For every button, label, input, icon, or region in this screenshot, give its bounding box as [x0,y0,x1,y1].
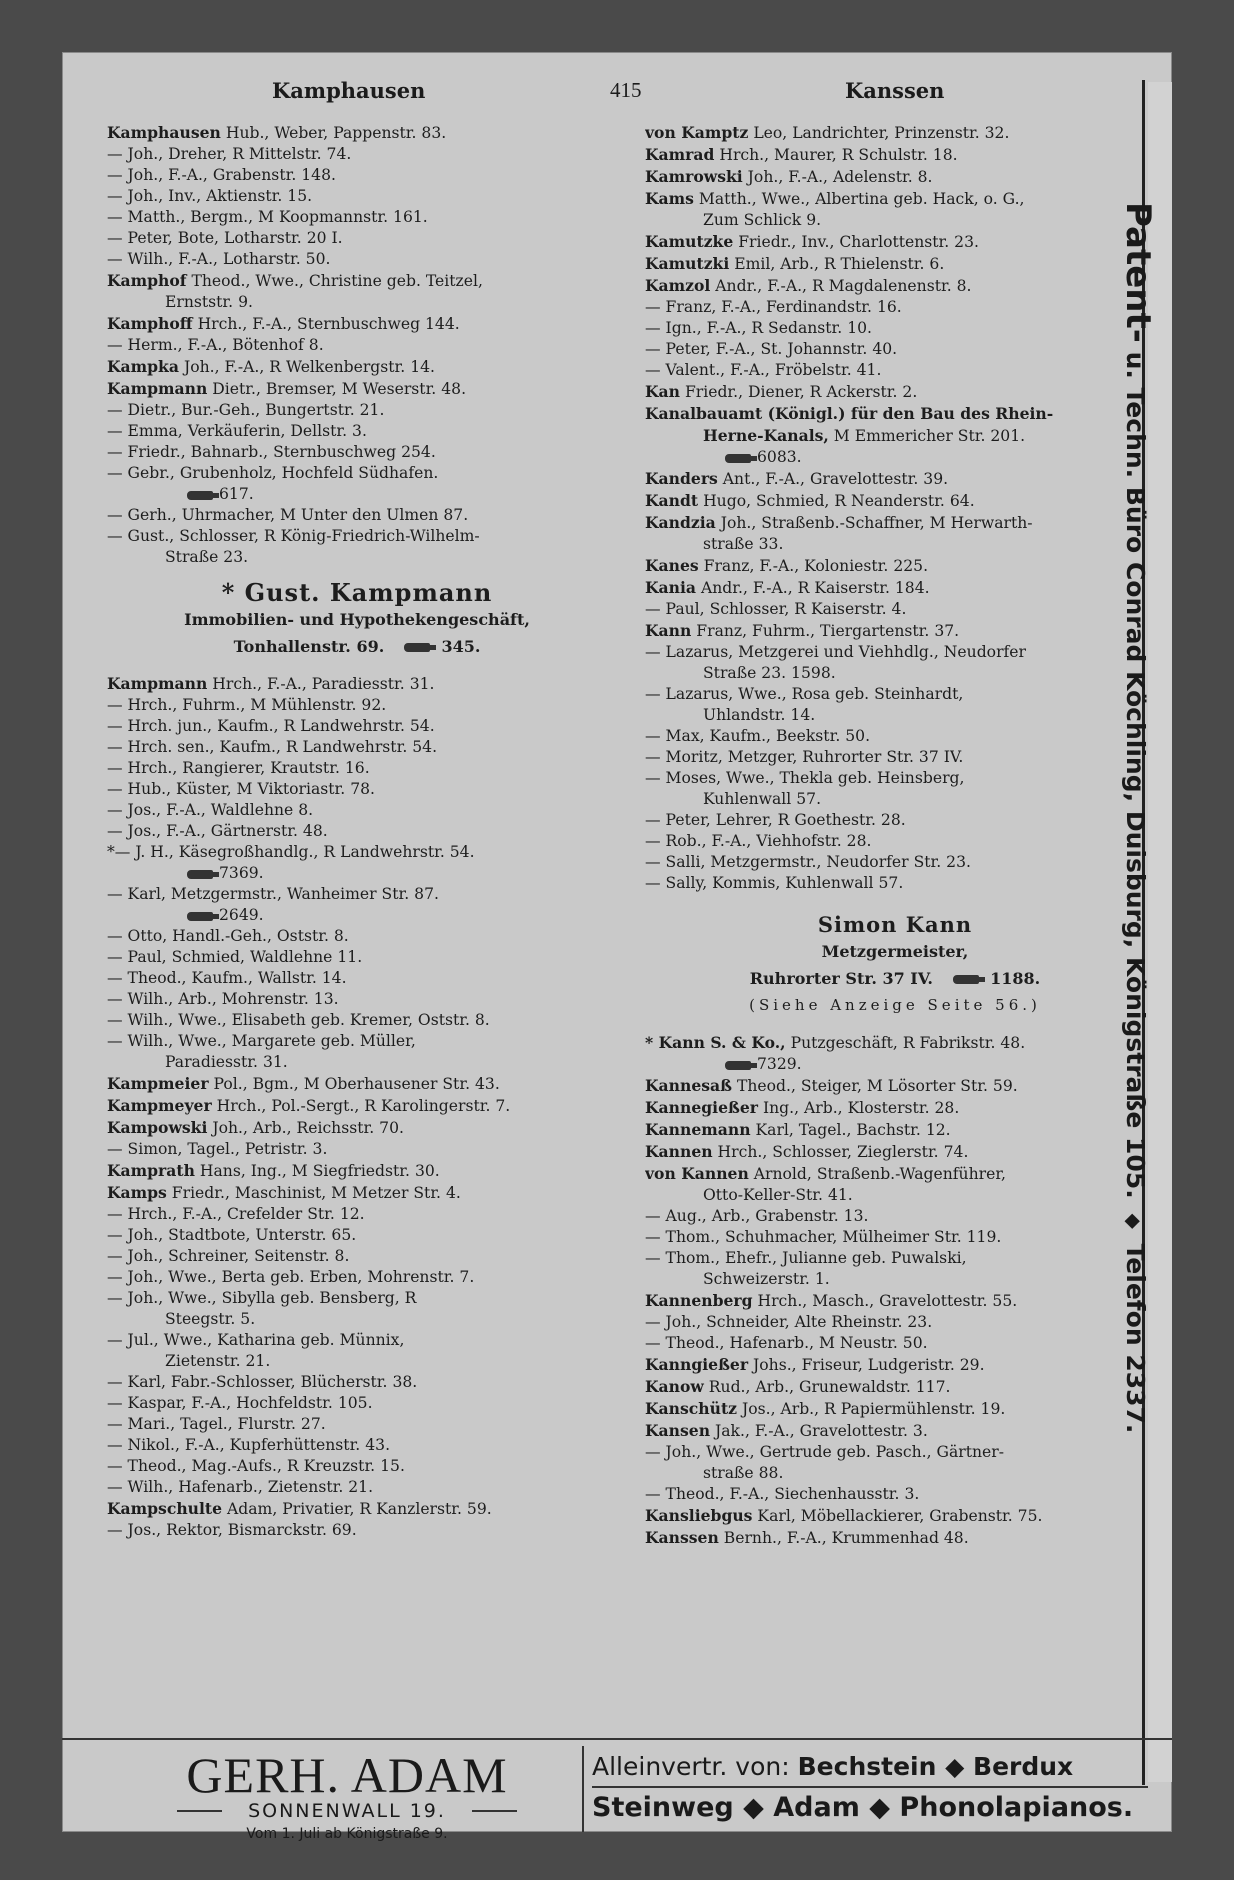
directory-entry: — Jos., F.-A., Waldlehne 8. [107,801,314,819]
directory-entry: Steegstr. 5. [165,1310,256,1328]
directory-entry: — Wilh., Hafenarb., Zietenstr. 21. [107,1478,374,1496]
directory-entry: — Joh., F.-A., Grabenstr. 148. [107,166,336,184]
entry-surname: Kamrowski [645,167,743,186]
directory-entry: — Theod., Mag.-Aufs., R Kreuzstr. 15. [107,1457,405,1475]
directory-entry: — Wilh., Wwe., Margarete geb. Müller, [107,1032,416,1050]
footer-hline [592,1786,1148,1788]
directory-entry: Zietenstr. 21. [165,1352,271,1370]
directory-entry: Paradiesstr. 31. [165,1053,288,1071]
directory-entry: von Kannen Arnold, Straßenb.-Wagenführer, [645,1164,1007,1183]
directory-entry: — Peter, Lehrer, R Goethestr. 28. [645,811,906,829]
directory-entry: Kams Matth., Wwe., Albertina geb. Hack, o. G., [645,189,1025,208]
phone-number: 7369. [219,864,264,882]
directory-entry: Kamutzki Emil, Arb., R Thielenstr. 6. [645,254,945,273]
directory-entry: — Nikol., F.-A., Kupferhüttenstr. 43. [107,1436,391,1454]
entry-surname: Kansen [645,1421,711,1440]
directory-entry: Kamps Friedr., Maschinist, M Metzer Str. 4. [107,1183,461,1202]
sidebar-city: Duisburg, [1121,810,1150,949]
directory-entry: * Kann S. & Ko., Putzgeschäft, R Fabrikstr. 48. [645,1033,1026,1052]
directory-entry: — Hrch. sen., Kaufm., R Landwehrstr. 54. [107,738,438,756]
entry-surname: Kamphausen [107,123,221,142]
entry-surname: Kannen [645,1142,713,1161]
directory-entry: — Franz, F.-A., Ferdinandstr. 16. [645,298,902,316]
entry-surname: Kanschütz [645,1399,738,1418]
directory-entry: — Mari., Tagel., Flurstr. 27. [107,1415,326,1433]
directory-entry: — Gerh., Uhrmacher, M Unter den Ulmen 87. [107,506,469,524]
telephone-icon [953,975,979,984]
directory-entry: — Valent., F.-A., Fröbelstr. 41. [645,361,882,379]
diamond-icon: ◆ [1122,1213,1146,1229]
entry-surname: Kannesaß [645,1076,732,1095]
directory-entry: — Lazarus, Metzgerei und Viehhdlg., Neudorfer [645,643,1026,661]
directory-entry: — Joh., Wwe., Sibylla geb. Bensberg, R [107,1289,417,1307]
directory-entry: — Kaspar, F.-A., Hochfeldstr. 105. [107,1394,373,1412]
directory-entry: — Paul, Schlosser, R Kaiserstr. 4. [645,600,907,618]
kann-ad [645,914,1145,1016]
entry-surname: Kania [645,578,697,597]
directory-entry: *— J. H., Käsegroßhandlg., R Landwehrstr. 54. [107,843,475,861]
entry-surname: Kandt [645,491,699,510]
telephone-icon [187,912,213,921]
directory-entry: Kamphof Theod., Wwe., Christine geb. Teitzel, [107,271,483,290]
directory-entry: — Peter, F.-A., St. Johannstr. 40. [645,340,898,358]
kann-ad-phone: 1188. [990,969,1041,988]
directory-page [62,52,1172,1842]
footer-divider [582,1746,584,1832]
directory-entry: — Lazarus, Wwe., Rosa geb. Steinhardt, [645,685,964,703]
kampmann-ad-subtitle: Immobilien- und Hypothekengeschäft, [184,610,530,629]
directory-entry: — Theod., Hafenarb., M Neustr. 50. [645,1334,928,1352]
phone-number: 6083. [757,448,802,466]
directory-entry: Herne-Kanals, M Emmericher Str. 201. [703,426,1026,445]
directory-entry: — Max, Kaufm., Beekstr. 50. [645,727,871,745]
directory-entry: — Simon, Tagel., Petristr. 3. [107,1140,328,1158]
entry-surname: Kampschulte [107,1499,223,1518]
directory-entry: Kampmeier Pol., Bgm., M Oberhausener Str. 43. [107,1074,500,1093]
entry-surname: von Kannen [645,1164,749,1183]
footer-products: Steinweg ◆ Adam ◆ Phonolapianos. [592,1792,1134,1823]
directory-entry: — Peter, Bote, Lotharstr. 20 I. [107,229,343,247]
entry-surname: Kannemann [645,1120,751,1139]
directory-entry: Kannegießer Ing., Arb., Klosterstr. 28. [645,1098,960,1117]
directory-entry: — Jul., Wwe., Katharina geb. Münnix, [107,1331,405,1349]
telephone-icon [725,454,751,463]
sidebar-phone: Telefon 2337. [1121,1243,1150,1434]
directory-entry: — Friedr., Bahnarb., Sternbuschweg 254. [107,443,436,461]
sidebar-word2: u. Techn. Büro [1121,351,1150,554]
directory-entry: Kamrowski Joh., F.-A., Adelenstr. 8. [645,167,933,186]
entry-surname: Kamphoff [107,314,193,333]
directory-entry: Kanssen Bernh., F.-A., Krummenhad 48. [645,1528,969,1547]
kann-ad-subtitle: Metzgermeister, [821,942,969,961]
entry-surname: Kamutzki [645,254,730,273]
entry-surname: Kannenberg [645,1291,753,1310]
entry-surname: Kampmann [107,674,208,693]
directory-entry: Kamrad Hrch., Maurer, R Schulstr. 18. [645,145,958,164]
entry-surname: Kanssen [645,1528,719,1547]
entry-surname: Kanngießer [645,1355,749,1374]
directory-entry: Kanngießer Johs., Friseur, Ludgeristr. 29. [645,1355,985,1374]
directory-entry: Kuhlenwall 57. [703,790,822,808]
page-header [62,78,1142,112]
sidebar-word1: Patent- [1118,202,1158,343]
directory-entry: Kania Andr., F.-A., R Kaiserstr. 184. [645,578,930,597]
entry-surname: Kamps [107,1183,167,1202]
right-entries-2 [645,1032,1145,1549]
kann-ad-address-line [645,968,1145,989]
right-entries-1 [645,122,1145,894]
directory-entry: — Salli, Metzgermstr., Neudorfer Str. 23. [645,853,971,871]
directory-entry: — Dietr., Bur.-Geh., Bungertstr. 21. [107,401,385,419]
directory-entry: — Herm., F.-A., Bötenhof 8. [107,336,324,354]
left-entries-2 [107,673,607,1541]
directory-entry: — Hrch., Rangierer, Krautstr. 16. [107,759,370,777]
telephone-icon [404,643,430,652]
directory-entry: Kandzia Joh., Straßenb.-Schaffner, M Herwarth- [645,513,1033,532]
directory-entry: — Wilh., F.-A., Lotharstr. 50. [107,250,331,268]
directory-entry: Kampmeyer Hrch., Pol.-Sergt., R Karolingerstr. 7. [107,1096,511,1115]
directory-entry: — Joh., Schneider, Alte Rheinstr. 23. [645,1313,933,1331]
directory-entry: — Hrch. jun., Kaufm., R Landwehrstr. 54. [107,717,435,735]
kampmann-ad-title: * Gust. Kampmann [221,578,493,607]
directory-entry: Kampmann Hrch., F.-A., Paradiesstr. 31. [107,674,435,693]
entry-surname: Kamrad [645,145,715,164]
entry-surname: Kamphof [107,271,187,290]
directory-entry: Kampschulte Adam, Privatier, R Kanzlerstr. 59. [107,1499,492,1518]
directory-entry: — Wilh., Arb., Mohrenstr. 13. [107,990,339,1008]
directory-entry: — Matth., Bergm., M Koopmannstr. 161. [107,208,428,226]
phone-number: 2649. [219,906,264,924]
directory-entry: Schweizerstr. 1. [703,1270,830,1288]
directory-entry: — Joh., Inv., Aktienstr. 15. [107,187,313,205]
directory-entry: — Emma, Verkäuferin, Dellstr. 3. [107,422,367,440]
directory-entry: Kannen Hrch., Schlosser, Zieglerstr. 74. [645,1142,969,1161]
entry-surname: Kansliebgus [645,1506,753,1525]
entry-surname: Kanow [645,1377,704,1396]
directory-entry: — Hub., Küster, M Viktoriastr. 78. [107,780,376,798]
directory-entry: Kampka Joh., F.-A., R Welkenbergstr. 14. [107,357,435,376]
entry-surname: * Kann S. & Ko., [645,1033,786,1052]
directory-entry: Kamphoff Hrch., F.-A., Sternbuschweg 144. [107,314,460,333]
directory-entry: — Karl, Metzgermstr., Wanheimer Str. 87. [107,885,439,903]
directory-entry [107,905,607,926]
kampmann-ad-phone: 345. [441,637,481,656]
left-entries-1 [107,122,607,568]
entry-surname: Kanders [645,469,718,488]
directory-entry: Kan Friedr., Diener, R Ackerstr. 2. [645,382,918,401]
footer-advertisement [62,1738,1172,1842]
directory-entry: Uhlandstr. 14. [703,706,816,724]
entry-surname: Kann [645,621,692,640]
directory-entry: — Jos., Rektor, Bismarckstr. 69. [107,1521,357,1539]
directory-entry: — Theod., Kaufm., Wallstr. 14. [107,969,347,987]
directory-entry [107,484,607,505]
kampmann-ad-address: Tonhallenstr. 69. [233,637,385,656]
directory-entry: — Otto, Handl.-Geh., Oststr. 8. [107,927,349,945]
entry-surname: Kandzia [645,513,716,532]
directory-entry: — Thom., Ehefr., Julianne geb. Puwalski, [645,1249,967,1267]
directory-entry: — Paul, Schmied, Waldlehne 11. [107,948,363,966]
directory-entry [107,863,607,884]
directory-entry: — Moses, Wwe., Thekla geb. Heinsberg, [645,769,965,787]
entry-surname: Kampmeyer [107,1096,212,1115]
header-left-keyword: Kamphausen [272,78,426,103]
sidebar-street: Königstraße 105. [1121,957,1150,1199]
directory-entry: — Joh., Stadtbote, Unterstr. 65. [107,1226,357,1244]
phone-number: 7329. [757,1055,802,1073]
directory-entry: straße 33. [703,535,784,553]
footer-allein-line [592,1752,1152,1781]
entry-surname: Kampmeier [107,1074,209,1093]
directory-entry: — Hrch., F.-A., Crefelder Str. 12. [107,1205,365,1223]
directory-entry: Kannenberg Hrch., Masch., Gravelottestr. 55. [645,1291,1018,1310]
telephone-icon [725,1061,751,1070]
kampmann-ad [107,578,607,657]
directory-entry: — Sally, Kommis, Kuhlenwall 57. [645,874,904,892]
kampmann-ad-address-line [107,636,607,657]
entry-surname: Kampka [107,357,179,376]
directory-entry: Kannemann Karl, Tagel., Bachstr. 12. [645,1120,951,1139]
kann-ad-title: Simon Kann [817,912,973,937]
directory-entry: Straße 23. [165,548,249,566]
directory-entry: Kansen Jak., F.-A., Gravelottestr. 3. [645,1421,928,1440]
directory-entry: Kansliebgus Karl, Möbellackierer, Grabenstr. 75. [645,1506,1043,1525]
directory-entry: Kanders Ant., F.-A., Gravelottestr. 39. [645,469,949,488]
directory-entry: Otto-Keller-Str. 41. [703,1186,853,1204]
directory-entry: — Aug., Arb., Grabenstr. 13. [645,1207,869,1225]
sidebar-ad-text [1118,202,1158,1433]
directory-entry: Kann Franz, Fuhrm., Tiergartenstr. 37. [645,621,960,640]
entry-surname: von Kamptz [645,123,749,142]
directory-entry: Zum Schlick 9. [703,211,822,229]
directory-entry: Kandt Hugo, Schmied, R Neanderstr. 64. [645,491,975,510]
phone-number: 617. [219,485,254,503]
directory-entry: Kanschütz Jos., Arb., R Papiermühlenstr. 19. [645,1399,1006,1418]
footer-rule-right [472,1810,517,1812]
right-column [645,122,1145,1549]
footer-allein-brands: Bechstein ◆ Berdux [797,1752,1074,1781]
entry-surname: Kamutzke [645,232,734,251]
directory-entry: — Wilh., Wwe., Elisabeth geb. Kremer, Oststr. 8. [107,1011,490,1029]
footer-note: Vom 1. Juli ab Königstraße 9. [246,1826,448,1842]
entry-surname: Kanes [645,556,699,575]
sidebar-name: Conrad Köchling, [1121,561,1150,803]
footer-address: SONNENWALL 19. [248,1800,446,1822]
directory-entry: — Joh., Wwe., Berta geb. Erben, Mohrenstr. 7. [107,1268,475,1286]
directory-entry: — Moritz, Metzger, Ruhrorter Str. 37 IV. [645,748,964,766]
page-number: 415 [610,78,642,102]
directory-entry: Kamzol Andr., F.-A., R Magdalenenstr. 8. [645,276,972,295]
left-column [107,122,607,1541]
entry-surname: Kamprath [107,1161,195,1180]
directory-entry: — Karl, Fabr.-Schlosser, Blücherstr. 38. [107,1373,418,1391]
entry-surname: Kamzol [645,276,711,295]
directory-entry: — Rob., F.-A., Viehhofstr. 28. [645,832,872,850]
directory-entry: — Gust., Schlosser, R König-Friedrich-Wilhelm- [107,527,480,545]
telephone-icon [187,491,213,500]
directory-entry [645,447,1145,468]
entry-surname: Kampmann [107,379,208,398]
directory-entry: Kamphausen Hub., Weber, Pappenstr. 83. [107,123,447,142]
directory-entry: — Thom., Schuhmacher, Mülheimer Str. 119. [645,1228,1002,1246]
directory-entry [645,403,1145,425]
entry-surname: Herne-Kanals, [703,426,829,445]
directory-entry: Straße 23. 1598. [703,664,836,682]
telephone-icon [187,870,213,879]
directory-entry: Kamutzke Friedr., Inv., Charlottenstr. 23. [645,232,979,251]
directory-entry: — Jos., F.-A., Gärtnerstr. 48. [107,822,328,840]
directory-entry: Kanes Franz, F.-A., Koloniestr. 225. [645,556,929,575]
directory-entry: Kannesaß Theod., Steiger, M Lösorter Str. 59. [645,1076,1018,1095]
directory-entry: — Ign., F.-A., R Sedanstr. 10. [645,319,873,337]
entry-surname: Kampowski [107,1118,208,1137]
directory-entry: Kanow Rud., Arb., Grunewaldstr. 117. [645,1377,951,1396]
directory-entry: straße 88. [703,1464,784,1482]
entry-surname: Kanalbauamt (Königl.) für den Bau des Rhein- [645,404,1054,423]
directory-entry: Kampowski Joh., Arb., Reichsstr. 70. [107,1118,404,1137]
directory-entry [645,1054,1145,1075]
directory-entry: — Joh., Dreher, R Mittelstr. 74. [107,145,352,163]
entry-surname: Kan [645,382,680,401]
footer-allein-prefix: Alleinvertr. von: [592,1752,790,1781]
directory-entry: Ernststr. 9. [165,293,253,311]
directory-entry: Kampmann Dietr., Bremser, M Weserstr. 48. [107,379,467,398]
footer-company: GERH. ADAM [186,1747,508,1803]
entry-surname: Kannegießer [645,1098,758,1117]
directory-entry: — Gebr., Grubenholz, Hochfeld Südhafen. [107,464,439,482]
directory-entry: von Kamptz Leo, Landrichter, Prinzenstr. 32. [645,123,1010,142]
directory-entry: Kamprath Hans, Ing., M Siegfriedstr. 30. [107,1161,440,1180]
kann-ad-address: Ruhrorter Str. 37 IV. [749,969,933,988]
directory-entry: — Theod., F.-A., Siechenhausstr. 3. [645,1485,920,1503]
directory-entry: — Joh., Wwe., Gertrude geb. Pasch., Gärtner- [645,1443,1004,1461]
kann-ad-note: (Siehe Anzeige Seite 56.) [749,996,1041,1014]
entry-surname: Kams [645,189,694,208]
directory-entry: — Joh., Schreiner, Seitenstr. 8. [107,1247,350,1265]
header-right-keyword: Kanssen [845,78,945,103]
directory-entry: — Hrch., Fuhrm., M Mühlenstr. 92. [107,696,387,714]
